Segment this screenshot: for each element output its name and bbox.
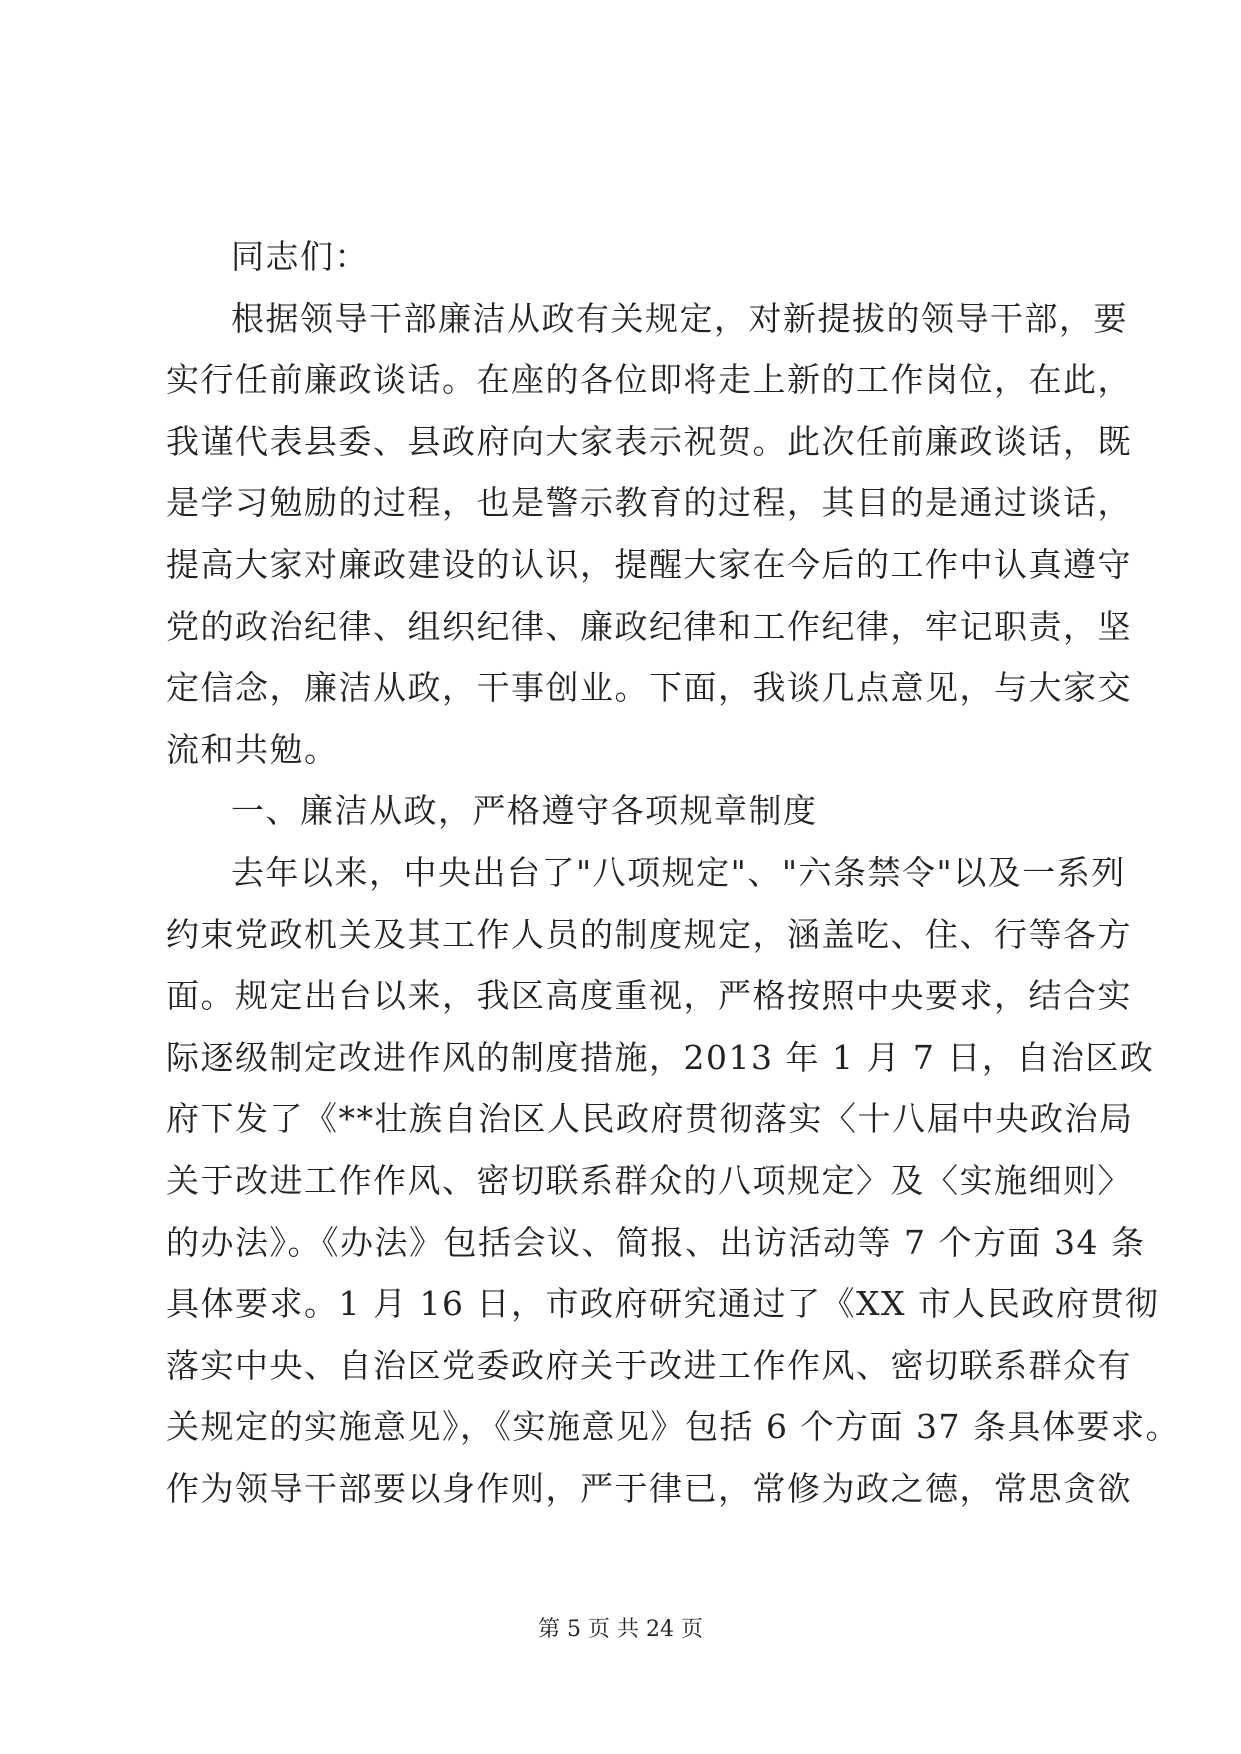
document-body <box>166 226 1180 1519</box>
paragraph-line: 作为领导干部要以身作则，严于律已，常修为政之德，常思贪欲 <box>166 1468 1132 1508</box>
paragraph-line: 关规定的实施意见》，《实施意见》包括 6 个方面 37 条具体要求。 <box>166 1407 1180 1447</box>
paragraph-line: 根据领导干部廉洁从政有关规定，对新提拔的领导干部，要 <box>231 298 1128 338</box>
paragraph-line: 落实中央、自治区党委政府关于改进工作作风、密切联系群众有 <box>166 1345 1132 1385</box>
paragraph-line: 实行任前廉政谈话。在座的各位即将走上新的工作岗位，在此， <box>166 360 1132 400</box>
paragraph-line: 去年以来，中央出台了"八项规定"、"六条禁令"以及一系列 <box>231 852 1126 892</box>
paragraph-line: 是学习勉励的过程，也是警示教育的过程，其目的是通过谈话， <box>166 483 1132 523</box>
paragraph-line: 具体要求。1 月 16 日，市政府研究通过了《XX 市人民政府贯彻 <box>166 1284 1160 1324</box>
paragraph-line: 的办法》。《办法》包括会议、简报、出访活动等 7 个方面 34 条 <box>166 1222 1146 1262</box>
section-heading: 一、廉洁从政，严格遵守各项规章制度 <box>231 791 818 831</box>
paragraph-line: 关于改进工作作风、密切联系群众的八项规定〉及〈实施细则〉 <box>166 1160 1132 1200</box>
page-footer <box>0 1612 1241 1643</box>
paragraph-line: 我谨代表县委、县政府向大家表示祝贺。此次任前廉政谈话，既 <box>166 421 1132 461</box>
page-number-label: 第 5 页 共 24 页 <box>538 1617 703 1642</box>
paragraph-line: 约束党政机关及其工作人员的制度规定，涵盖吃、住、行等各方 <box>166 914 1132 954</box>
salutation-line: 同志们： <box>231 237 369 276</box>
paragraph-line: 府下发了《**壮族自治区人民政府贯彻落实〈十八届中央政治局 <box>166 1099 1134 1139</box>
paragraph-line: 流和共勉。 <box>166 729 339 769</box>
paragraph-line: 际逐级制定改进作风的制度措施，2013 年 1 月 7 日，自治区政 <box>166 1037 1155 1077</box>
paragraph-line: 面。规定出台以来，我区高度重视，严格按照中央要求，结合实 <box>166 976 1132 1016</box>
paragraph-line: 提高大家对廉政建设的认识，提醒大家在今后的工作中认真遵守 <box>166 544 1132 584</box>
paragraph-line: 定信念，廉洁从政，干事创业。下面，我谈几点意见，与大家交 <box>166 668 1132 708</box>
paragraph-line: 党的政治纪律、组织纪律、廉政纪律和工作纪律，牢记职责，坚 <box>166 606 1132 646</box>
